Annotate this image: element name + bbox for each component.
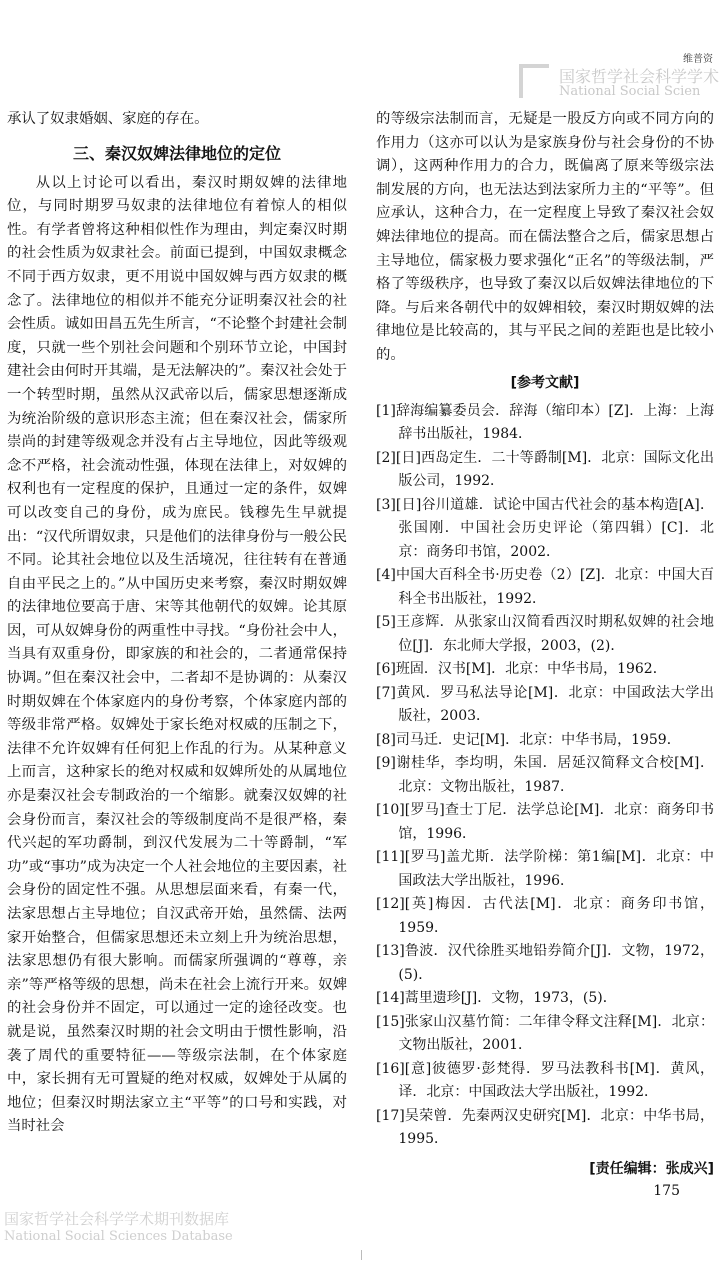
continued-line: 承认了奴隶婚姻、家庭的存在。: [7, 111, 209, 127]
body-paragraph-continued: 的等级宗法制而言，无疑是一股反方向或不同方向的作用力（这亦可以认为是家族身份与社会身份的不协调），这两种作用力的合力，既偏离了原来等级宗法制发展的方向，也无法达到法家所力主的“平等”。但应承认，这种合力，在一定程度上导致了秦汉社会奴婢法律地位的提高。而在儒法整合之后，儒家思想占主导地位，儒家极力要求强化“正名”的等级法制，严格了等级秩序，也导致了秦汉以后奴婢法律地位的下降。与后来各朝代中的奴婢相较，秦汉时期奴婢的法律地位是比较高的，其与平民之间的差距也是比较小的。: [376, 111, 714, 363]
reference-item: [8]司马迁．史记[M]．北京：中华书局，1959．: [376, 731, 681, 748]
watermark-logo-icon: [519, 64, 549, 98]
page-number: 175: [653, 1182, 680, 1199]
editor-note: [责任编辑：张成兴]: [589, 1160, 714, 1177]
watermark-bottom: [4, 1208, 233, 1244]
section-heading: 三、秦汉奴婢法律地位的定位: [72, 143, 281, 163]
left-column: [7, 108, 347, 1139]
watermark-top-cn: 国家哲学社会科学学术: [559, 67, 719, 86]
reference-item: [12][英]梅因．古代法[M]．北京：商务印书馆，1959．: [376, 896, 714, 936]
reference-item: [10][罗马]查士丁尼．法学总论[M]．北京：商务印书馆，1996．: [376, 802, 714, 842]
column-divider: [361, 1250, 362, 1260]
reference-item: [2][日]西岛定生．二十等爵制[M]．北京：国际文化出版公司，1992．: [376, 449, 714, 490]
references-heading: [参考文献]: [510, 374, 580, 391]
reference-item: [17]吴荣曾．先秦两汉史研究[M]．北京：中华书局，1995．: [376, 1107, 714, 1148]
reference-item: [3][日]谷川道雄．试论中国古代社会的基本构造[A]．张国刚．中国社会历史评论（第四辑）[C]．北京：商务印书馆，2002．: [376, 496, 714, 560]
watermark-bottom-en: National Social Sciences Database: [4, 1229, 233, 1244]
reference-item: [13]鲁波．汉代徐胜买地铅券简介[J]．文物，1972，(5)．: [376, 943, 714, 983]
watermark-bottom-cn: 国家哲学社会科学学术期刊数据库: [4, 1210, 230, 1228]
reference-item: [5]王彦辉．从张家山汉简看西汉时期私奴婢的社会地位[J]．东北师大学报，2003，(2)．: [376, 614, 714, 654]
references-list: [376, 400, 714, 1152]
watermark-top: [519, 62, 719, 106]
reference-item: [4]中国大百科全书·历史卷（2）[Z]．北京：中国大百科全书出版社，1992．: [376, 567, 714, 607]
right-column: [376, 108, 714, 1202]
corner-tag: 维普资: [683, 54, 713, 65]
reference-item: [7]黄风．罗马私法导论[M]．北京：中国政法大学出版社，2003．: [376, 684, 714, 725]
reference-item: [9]谢桂华，李均明，朱国．居延汉简释文合校[M]．北京：文物出版社，1987．: [376, 755, 714, 795]
reference-item: [1]辞海编纂委员会．辞海（缩印本）[Z]．上海：上海辞书出版社，1984．: [376, 402, 714, 443]
reference-item: [15]张家山汉墓竹简：二年律令释文注释[M]．北京：文物出版社，2001．: [376, 1013, 714, 1054]
reference-item: [6]班固．汉书[M]．北京：中华书局，1962．: [376, 661, 667, 678]
reference-item: [16][意]彼德罗·彭梵得．罗马法教科书[M]．黄风，译．北京：中国政法大学出版社，1992．: [376, 1060, 714, 1101]
body-paragraph: 从以上讨论可以看出，秦汉时期奴婢的法律地位，与同时期罗马奴隶的法律地位有着惊人的相似性。有学者曾将这种相似性作为理由，判定秦汉时期的社会性质为奴隶社会。前面已提到，中国奴隶概念不同于西方奴隶，更不用说中国奴婢与西方奴隶的概念了。法律地位的相似并不能充分证明秦汉社会的社会性质。诚如田昌五先生所言，“不论整个封建社会制度，只就一些个别社会问题和个别环节立论，中国封建社会由何时开其端，是无法解决的”。秦汉社会处于一个转型时期，虽然从汉武帝以后，儒家思想逐渐成为统治阶级的意识形态主流；但在秦汉社会，儒家所崇尚的封建等级观念并没有占主导地位，因此等级观念不严格，社会流动性强，体现在法律上，对奴婢的权利也有一定程度的保护，且通过一定的条件，奴婢可以改变自己的身份，成为庶民。钱穆先生早就提出：“汉代所谓奴隶，只是他们的法律身份与一般公民不同。论其社会地位以及生活境况，往往转有在普通自由平民之上的。”从中国历史来考察，秦汉时期奴婢的法律地位要高于唐、宋等其他朝代的奴婢。论其原因，可从奴婢身份的两重性中寻找。“身份社会中人，当具有双重身份，即家族的和社会的，二者通常保持协调。”但在秦汉社会中，二者却不是协调的：从秦汉时期奴婢在个体家庭内的身份考察，个体家庭内部的等级非常严格。奴婢处于家长绝对权威的压制之下，法律不允许奴婢有任何犯上作乱的行为。从某种意义上而言，这种家长的绝对权威和奴婢所处的从属地位亦是秦汉社会专制政治的一个缩影。就秦汉奴婢的社会身份而言，秦汉社会的等级制度尚不是很严格，秦代兴起的军功爵制，到汉代发展为二十等爵制，“军功”或“事功”成为决定一个人社会地位的主要因素，社会身份的固定性不强。从思想层面来看，有秦一代，法家思想占主导地位；自汉武帝开始，虽然儒、法两家开始整合，但儒家思想还未立刻上升为统治思想，法家思想仍有很大影响。而儒家所强调的“尊尊，亲亲”等严格等级的思想，尚未在社会上流行开来。奴婢的社会身份并不固定，可以通过一定的途径改变。也就是说，虽然秦汉时期的社会文明由于惯性影响，沿袭了周代的重要特征——等级宗法制，在个体家庭中，家长拥有无可置疑的绝对权威，奴婢处于从属的地位；但秦汉时期法家立主“平等”的口号和实践，对当时社会: [7, 174, 347, 1135]
reference-item: [14]蒿里遗珍[J]．文物，1973，(5)．: [376, 990, 617, 1007]
reference-item: [11][罗马]盖尤斯．法学阶梯：第1编[M]．北京：中国政法大学出版社，1996．: [376, 849, 714, 889]
watermark-top-en: National Social Scien: [559, 84, 701, 99]
